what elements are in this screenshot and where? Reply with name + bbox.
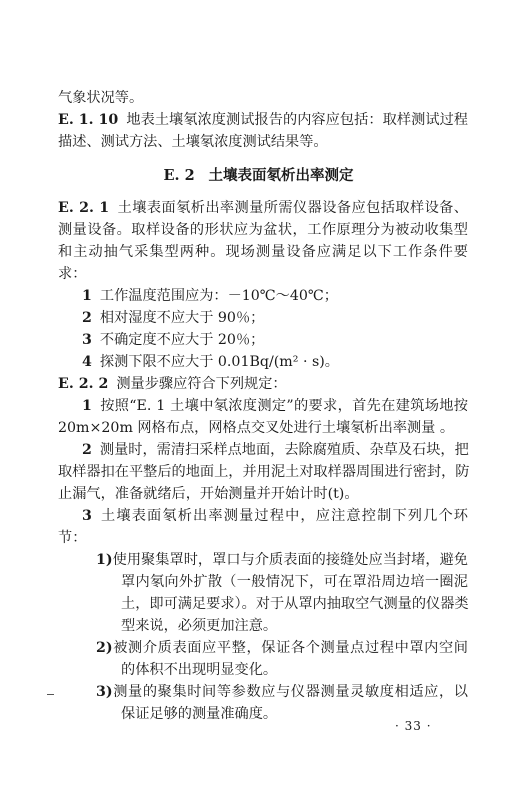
clause-text: 土壤表面氡析出率测量所需仪器设备应包括取样设备、 bbox=[117, 200, 468, 216]
clause-number: E. 1. 10 bbox=[58, 112, 119, 128]
clause-text: 地表土壤氡浓度测试报告的内容应包括：取样测试过程 bbox=[126, 112, 468, 128]
clause-e-2-2 bbox=[58, 374, 468, 394]
sub-item-text: 被测介质表面应平整，保证各个测量点过程中罩内空间 bbox=[112, 640, 468, 656]
list-item bbox=[82, 440, 468, 460]
clause-e-2-1 bbox=[58, 198, 468, 218]
item-number: 4 bbox=[82, 354, 92, 370]
item-number: 3 bbox=[82, 332, 92, 348]
text-line: 的体积不出现明显变化。 bbox=[121, 662, 278, 678]
list-item bbox=[82, 308, 492, 328]
clause-number: E. 2. 1 bbox=[58, 200, 110, 216]
item-number: 3 bbox=[82, 508, 92, 524]
sub-item bbox=[96, 638, 468, 658]
item-number: 1 bbox=[82, 288, 92, 304]
item-text: 按照“E. 1 土壤中氡浓度测定”的要求，首先在建筑场地按 bbox=[99, 398, 468, 414]
item-number: 2 bbox=[82, 442, 92, 458]
sub-item-number: 1) bbox=[96, 552, 113, 568]
sub-item-number: 3) bbox=[96, 684, 113, 700]
section-heading bbox=[0, 166, 517, 186]
list-item bbox=[82, 286, 492, 306]
list-item bbox=[82, 330, 492, 350]
sub-item bbox=[96, 550, 468, 570]
text-line: 罩内氡向外扩散（一般情况下，可在罩沿周边培一圈泥 bbox=[121, 574, 468, 590]
section-number: E. 2 bbox=[163, 167, 195, 184]
item-text: 土壤表面氡析出率测量过程中，应注意控制下列几个环 bbox=[99, 508, 468, 524]
text-line: 取样器扣在平整后的地面上，并用泥土对取样器周围进行密封，防 bbox=[58, 464, 470, 480]
text-line: 止漏气，准备就绪后，开始测量并开始计时(t)。 bbox=[58, 486, 359, 502]
clause-text: 测量步骤应符合下列规定： bbox=[116, 376, 287, 392]
clause-number: E. 2. 2 bbox=[58, 376, 109, 392]
margin-mark bbox=[47, 694, 54, 695]
item-text: 相对湿度不应大于 90％； bbox=[99, 310, 265, 326]
item-number: 1 bbox=[82, 398, 92, 414]
text-line: 20m×20m 网格布点，网格点交叉处进行土壤氡析出率测量 。 bbox=[58, 420, 455, 436]
text-line: 节： bbox=[58, 530, 87, 546]
item-text: 探测下限不应大于 0.01Bq/(m² · s)。 bbox=[99, 354, 339, 370]
text-line: 保证足够的测量准确度。 bbox=[121, 706, 278, 722]
sub-item bbox=[96, 682, 468, 702]
item-text: 工作温度范围应为：－10℃～40℃； bbox=[99, 288, 338, 304]
sub-item-text: 使用聚集罩时，罩口与介质表面的接缝处应当封堵，避免 bbox=[112, 552, 468, 568]
item-text: 测量时，需清扫采样点地面，去除腐殖质、杂草及石块，把 bbox=[99, 442, 469, 458]
page-number: · 33 · bbox=[395, 719, 432, 733]
clause-e-1-10 bbox=[58, 110, 468, 130]
text-line: 型来说，必须更加注意。 bbox=[121, 618, 278, 634]
text-line: 测量设备。取样设备的形状应为盆状，工作原理分为被动收集型 bbox=[58, 222, 468, 238]
text-line: 和主动抽气采集型两种。现场测量设备应满足以下工作条件要 bbox=[58, 244, 468, 260]
list-item bbox=[82, 352, 492, 372]
sub-item-text: 测量的聚集时间等参数应与仪器测量灵敏度相适应，以 bbox=[112, 684, 468, 700]
sub-item-number: 2) bbox=[96, 640, 113, 656]
item-number: 2 bbox=[82, 310, 92, 326]
text-line: 土，即可满足要求）。对于从罩内抽取空气测量的仪器类 bbox=[121, 596, 469, 612]
item-text: 不确定度不应大于 20％； bbox=[99, 332, 265, 348]
list-item bbox=[82, 396, 468, 416]
section-title: 土壤表面氡析出率测定 bbox=[208, 167, 354, 184]
text-line: 求： bbox=[58, 266, 87, 282]
text-line: 气象状况等。 bbox=[58, 90, 144, 106]
text-line: 描述、测试方法、土壤氡浓度测试结果等。 bbox=[58, 134, 328, 150]
list-item bbox=[82, 506, 468, 526]
